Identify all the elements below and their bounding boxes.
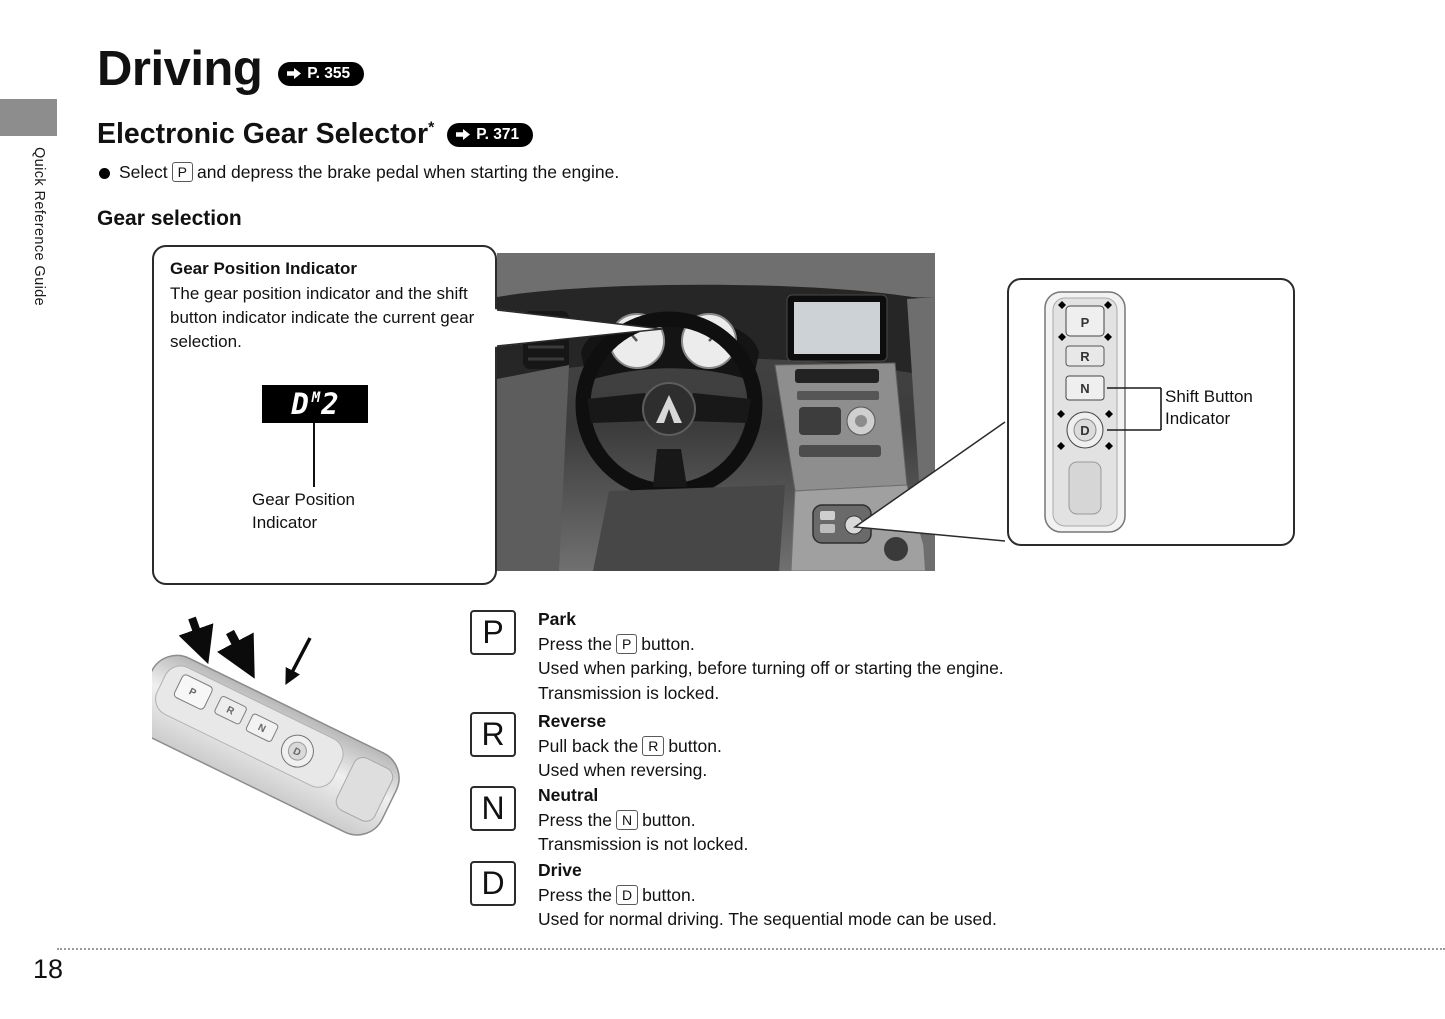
selector-button-n [1066,376,1104,400]
inline-key-r: R [642,736,664,756]
callout-body: The gear position indicator and the shift button indicator indicate the current gear selection. [170,284,475,351]
gear-note: Transmission is locked. [538,682,720,703]
chapter-tab [0,99,57,136]
inline-key-p: P [172,162,193,182]
gear-action: Press the P button. [538,633,695,654]
page-ref-text: P. 371 [476,125,520,143]
page-ref-text: P. 355 [307,64,351,82]
callout-title: Gear Position Indicator [170,259,358,278]
svg-text:N: N [255,722,268,736]
gear-name: Neutral [538,785,599,805]
svg-text:D: D [291,745,303,760]
selector-switch-r [1066,346,1104,366]
shift-button-indicator-label: Shift Button Indicator [1165,387,1253,429]
center-stack [775,363,907,491]
chapter-spine-label: Quick Reference Guide [31,147,47,307]
press-arrow-icon [192,618,204,652]
gear-action: Press the N button. [538,809,696,830]
gear-row-drive [470,858,1318,932]
page-header [97,42,364,96]
gear-note: Used for normal driving. The sequential mode can be used. [538,909,997,929]
gear-position-callout [152,245,497,585]
dashboard-photo [497,253,935,571]
page-ref-badge[interactable] [447,123,533,147]
center-display [787,295,887,361]
page-ref-arrow-icon [456,129,470,140]
gear-note: Used when parking, before turning off or starting the engine. [538,658,1004,678]
subsection-title: Gear selection [97,207,242,230]
inline-key-d: D [616,885,638,905]
selector-dial-d [1067,412,1103,448]
press-arrow-icon [230,632,248,666]
shifter-console [813,505,871,543]
gear-row-park [470,607,1318,705]
gear-key-box: D [470,861,516,906]
gear-key-box: N [470,786,516,831]
selector-button-p [1066,306,1104,336]
footnote-marker: * [428,119,435,137]
gear-name: Park [538,609,576,629]
gear-note: Transmission is not locked. [538,834,749,854]
svg-text:R: R [224,704,236,718]
gear-name: Reverse [538,711,607,731]
svg-text:P: P [187,686,198,700]
svg-text:N: N [1080,381,1090,396]
side-vent [523,311,569,369]
footer-divider [57,948,1445,950]
page-ref-badge[interactable] [278,62,364,86]
gear-note: Used when reversing. [538,760,708,780]
gear-key-box: P [470,610,516,655]
instruction-line: Select P and depress the brake pedal when starting the engine. [99,162,619,183]
svg-text:R: R [1080,349,1090,364]
page-ref-arrow-icon [287,68,301,79]
display-caption: Gear Position Indicator [252,490,355,532]
gear-row-reverse [470,709,1318,783]
gear-name: Drive [538,860,582,880]
shift-button-callout [1007,278,1295,546]
inline-key-n: N [616,810,638,830]
press-arrow-icon [288,638,310,680]
gear-selector-photo [152,608,437,848]
gear-position-display: D M 2 [262,385,368,423]
section-header [97,118,533,151]
gear-action: Pull back the R button. [538,735,722,756]
svg-text:P: P [1080,315,1090,330]
gear-action: Press the D button. [538,884,696,905]
bullet-icon [99,168,110,179]
gear-row-neutral [470,783,1318,857]
svg-text:D: D [1080,423,1090,438]
page-number: 18 [33,954,64,984]
page-title: Driving [97,42,263,96]
section-title: Electronic Gear Selector* [97,118,435,150]
lower-console [791,485,931,571]
callout-leader-line [313,423,315,487]
gear-key-box: R [470,712,516,757]
inline-key-p: P [616,634,637,654]
